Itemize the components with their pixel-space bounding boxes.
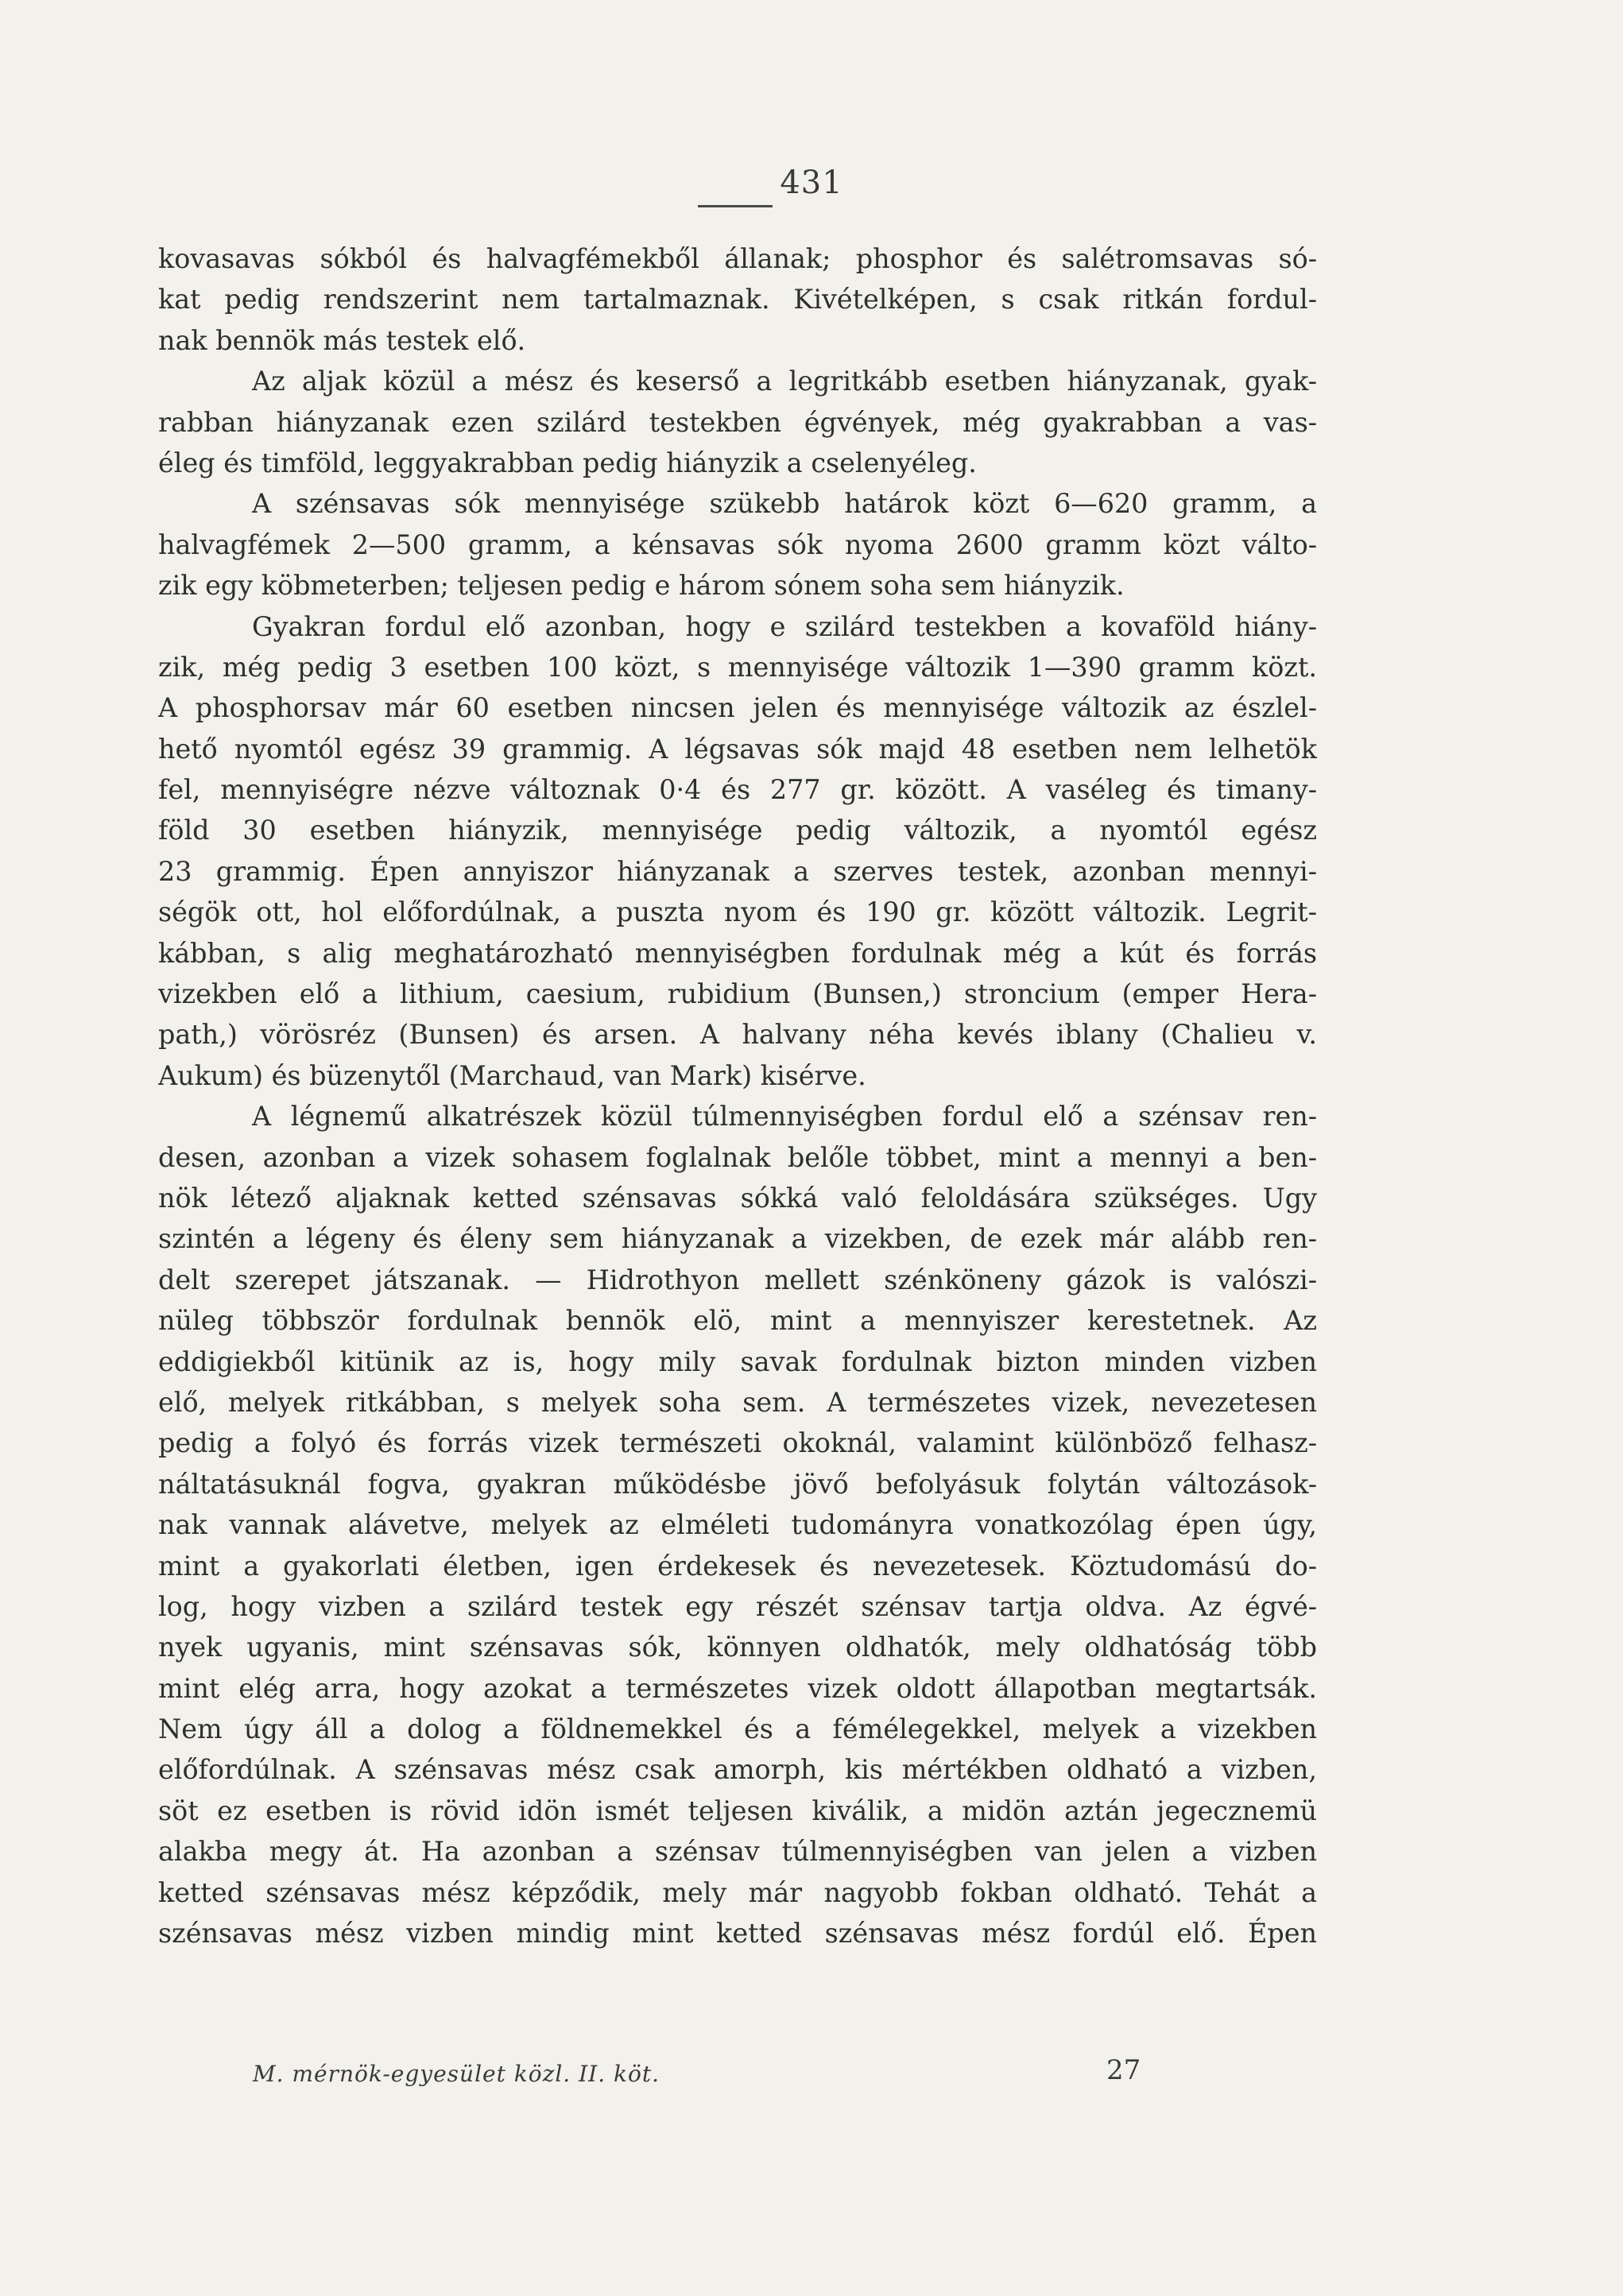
text-line: ségök ott, hol előfordúlnak, a puszta nyom és 190 gr. között változik. Legrit- (158, 896, 1317, 928)
page-number: 431 (780, 165, 843, 201)
text-line: eddigiekből kitünik az is, hogy mily savak fordulnak bizton minden vizben (158, 1345, 1317, 1377)
text-line: mint elég arra, hogy azokat a természetes vizek oldott állapotban megtartsák. (158, 1672, 1317, 1704)
text-line: A szénsavas sók mennyisége szükebb határok közt 6—620 gramm, a (252, 488, 1317, 520)
text-line: nök létező aljaknak ketted szénsavas sókká való feloldására szükséges. Ugy (158, 1182, 1317, 1214)
signature-number: 27 (1106, 2054, 1141, 2086)
text-line: fel, mennyiségre nézve változnak 0·4 és 277 gr. között. A vaséleg és timany- (158, 774, 1317, 806)
body-text (158, 238, 1317, 1953)
text-line: kovasavas sókból és halvagfémekből állanak; phosphor és salétromsavas só- (158, 243, 1317, 274)
text-line: path,) vörösréz (Bunsen) és arsen. A halvany néha kevés iblany (Chalieu v. (158, 1019, 1317, 1051)
text-line: előfordúlnak. A szénsavas mész csak amorph, kis mértékben oldható a vizben, (158, 1754, 1317, 1786)
text-line: Nem úgy áll a dolog a földnemekkel és a fémélegekkel, melyek a vizekben (158, 1713, 1317, 1745)
text-line: mint a gyakorlati életben, igen érdekesek és nevezetesek. Köztudomású do- (158, 1550, 1317, 1582)
text-line: föld 30 esetben hiányzik, mennyisége pedig változik, a nyomtól egész (158, 815, 1317, 846)
text-line: ketted szénsavas mész képződik, mely már nagyobb fokban oldható. Tehát a (158, 1876, 1317, 1908)
text-line: nak bennök más testek elő. (158, 324, 526, 356)
text-line: nak vannak alávetve, melyek az elméleti tudományra vonatkozólag épen úgy, (158, 1509, 1317, 1541)
page-number-underline (698, 205, 773, 207)
text-line: elő, melyek ritkábban, s melyek soha sem. A természetes vizek, nevezetesen (158, 1386, 1317, 1418)
text-line: Aukum) és büzenytől (Marchaud, van Mark) kisérve. (158, 1059, 866, 1091)
text-line: halvagfémek 2—500 gramm, a kénsavas sók nyoma 2600 gramm közt válto- (158, 529, 1317, 560)
text-line: zik egy köbmeterben; teljesen pedig e három sónem soha sem hiányzik. (158, 570, 1125, 602)
text-line: A légnemű alkatrészek közül túlmennyiségben fordul elő a szénsav ren- (252, 1101, 1317, 1133)
text-line: alakba megy át. Ha azonban a szénsav túlmennyiségben van jelen a vizben (158, 1836, 1317, 1868)
text-line: nyek ugyanis, mint szénsavas sók, könnyen oldhatók, mely oldhatóság több (158, 1632, 1317, 1663)
text-line: 23 grammig. Épen annyiszor hiányzanak a szerves testek, azonban mennyi- (158, 855, 1317, 887)
text-line: log, hogy vizben a szilárd testek egy részét szénsav tartja oldva. Az égvé- (158, 1590, 1317, 1622)
text-line: desen, azonban a vizek sohasem foglalnak belőle többet, mint a mennyi a ben- (158, 1141, 1317, 1173)
text-line: rabban hiányzanak ezen szilárd testekben égvények, még gyakrabban a vas- (158, 406, 1317, 438)
text-line: nüleg többször fordulnak bennök elö, mint a mennyiszer kerestetnek. Az (158, 1305, 1317, 1337)
text-line: kat pedig rendszerint nem tartalmaznak. Kivételképen, s csak ritkán fordul- (158, 284, 1317, 316)
text-line: söt ez esetben is rövid idön ismét teljesen kiválik, a midön aztán jegecznemü (158, 1795, 1317, 1826)
text-line: náltatásuknál fogva, gyakran működésbe jövő befolyásuk folytán változások- (158, 1468, 1317, 1500)
text-line: A phosphorsav már 60 esetben nincsen jelen és mennyisége változik az észlel- (158, 692, 1317, 724)
text-line: szintén a légeny és éleny sem hiányzanak a vizekben, de ezek már alább ren- (158, 1223, 1317, 1255)
text-line: kábban, s alig meghatározható mennyiségben fordulnak még a kút és forrás (158, 937, 1317, 969)
text-line: zik, még pedig 3 esetben 100 közt, s mennyisége változik 1—390 gramm közt. (158, 651, 1317, 683)
text-line: Gyakran fordul elő azonban, hogy e szilárd testekben a kovaföld hiány- (252, 610, 1317, 642)
text-line: delt szerepet játszanak. — Hidrothyon mellett szénköneny gázok is valószi- (158, 1264, 1317, 1295)
text-line: Az aljak közül a mész és keserső a legritkább esetben hiányzanak, gyak- (252, 366, 1317, 397)
text-line: vizekben elő a lithium, caesium, rubidium (Bunsen,) stroncium (emper Hera- (158, 978, 1317, 1010)
text-line: hető nyomtól egész 39 grammig. A légsavas sók majd 48 esetben nem lelhetök (158, 733, 1317, 765)
text-line: szénsavas mész vizben mindig mint ketted szénsavas mész fordúl elő. Épen (158, 1918, 1317, 1949)
footer-signature: M. mérnök-egyesület közl. II. köt. (253, 2061, 660, 2087)
text-line: pedig a folyó és forrás vizek természeti okoknál, valamint különböző felhasz- (158, 1427, 1317, 1459)
text-line: éleg és timföld, leggyakrabban pedig hiányzik a cselenyéleg. (158, 447, 977, 478)
